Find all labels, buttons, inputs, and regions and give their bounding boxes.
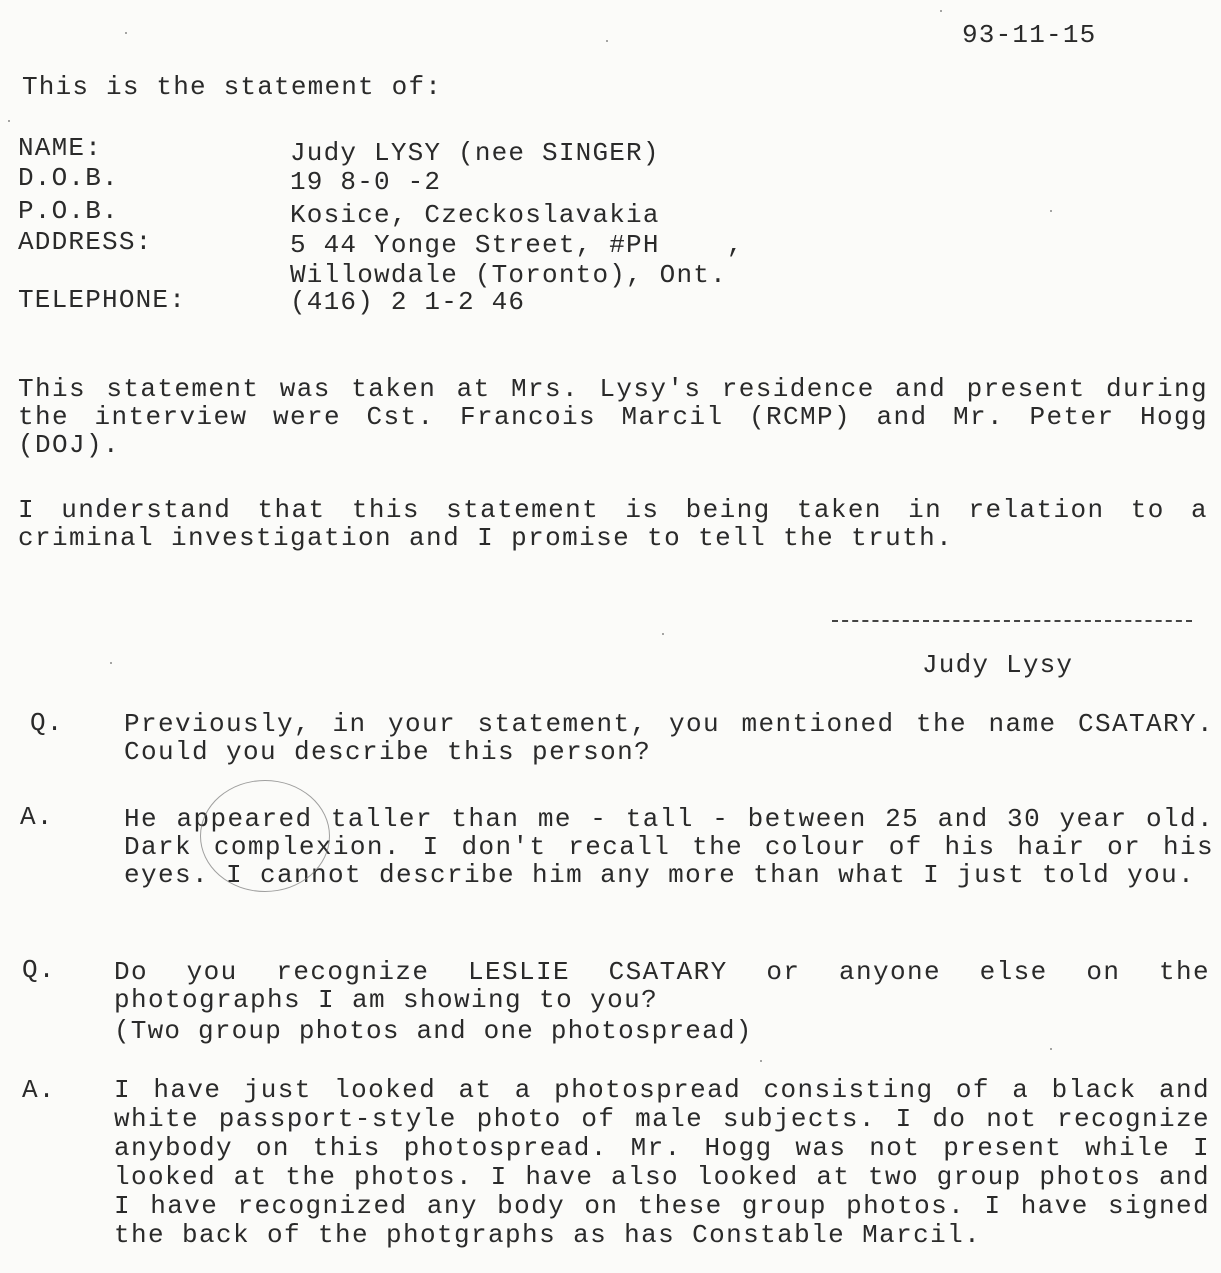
- qa-text-4: I have just looked at a photospread consisting of a black and white passport-style photo of male subjects. I do not recognize anybody on this photospread. Mr. Hogg was not present while I looked at the photos. I have also looked at two group photos and I have recognized any body on these group photos. I have signed the back of the photgraphs as has Constable Marcil.: [114, 1075, 1210, 1250]
- intro-line: This is the statement of:: [22, 72, 443, 102]
- scan-speck: [8, 120, 10, 122]
- telephone-label: TELEPHONE:: [18, 285, 187, 315]
- qa-text-1: Previously, in your statement, you mentioned the name CSATARY. Could you describe this person?: [124, 709, 1214, 767]
- name-label: NAME:: [18, 133, 103, 163]
- scan-speck: [1050, 1048, 1052, 1050]
- scan-speck: [110, 662, 112, 664]
- signature-line: [832, 620, 1192, 622]
- qa-mark-2: A.: [20, 802, 54, 832]
- scan-speck: [606, 40, 608, 42]
- qa-text-3: Do you recognize LESLIE CSATARY or anyone else on the photographs I am showing to you?: [114, 957, 1210, 1015]
- scan-speck: [662, 633, 664, 635]
- qa-mark-3: Q.: [22, 955, 56, 985]
- address-line-1: 5 44 Yonge Street, #PH ,: [290, 230, 744, 260]
- pob-label: P.O.B.: [18, 196, 119, 226]
- scan-speck: [1050, 210, 1052, 212]
- location-paragraph: This statement was taken at Mrs. Lysy's residence and present during the interview were Cst. Francois Marcil (RCMP) and Mr. Peter Hogg (DOJ).: [18, 374, 1208, 460]
- qa-mark-4: A.: [22, 1075, 56, 1105]
- dob-value: 19 8-0 -2: [290, 167, 442, 197]
- name-value: Judy LYSY (nee SINGER): [290, 138, 660, 168]
- scan-speck: [940, 10, 942, 12]
- signature-name: Judy Lysy: [922, 650, 1074, 680]
- address-line-2: Willowdale (Toronto), Ont.: [290, 260, 727, 290]
- qa-text-2: He appeared taller than me - tall - between 25 and 30 year old. Dark complexion. I don't recall the colour of his hair or his eyes. I cannot describe him any more than what I just told you.: [124, 804, 1214, 890]
- address-label: ADDRESS:: [18, 227, 153, 257]
- telephone-value: (416) 2 1-2 46: [290, 287, 526, 317]
- pob-value: Kosice, Czeckoslavakia: [290, 200, 660, 230]
- scan-speck: [125, 32, 127, 34]
- qa-note-3: (Two group photos and one photospread): [114, 1016, 753, 1046]
- statement-date: 93-11-15: [962, 20, 1097, 50]
- qa-mark-1: Q.: [30, 708, 64, 738]
- scan-speck: [760, 1060, 762, 1062]
- handwritten-circle-mark: [200, 780, 330, 892]
- dob-label: D.O.B.: [18, 163, 119, 193]
- understanding-paragraph: I understand that this statement is being taken in relation to a criminal investigation and I promise to tell the truth.: [18, 495, 1208, 553]
